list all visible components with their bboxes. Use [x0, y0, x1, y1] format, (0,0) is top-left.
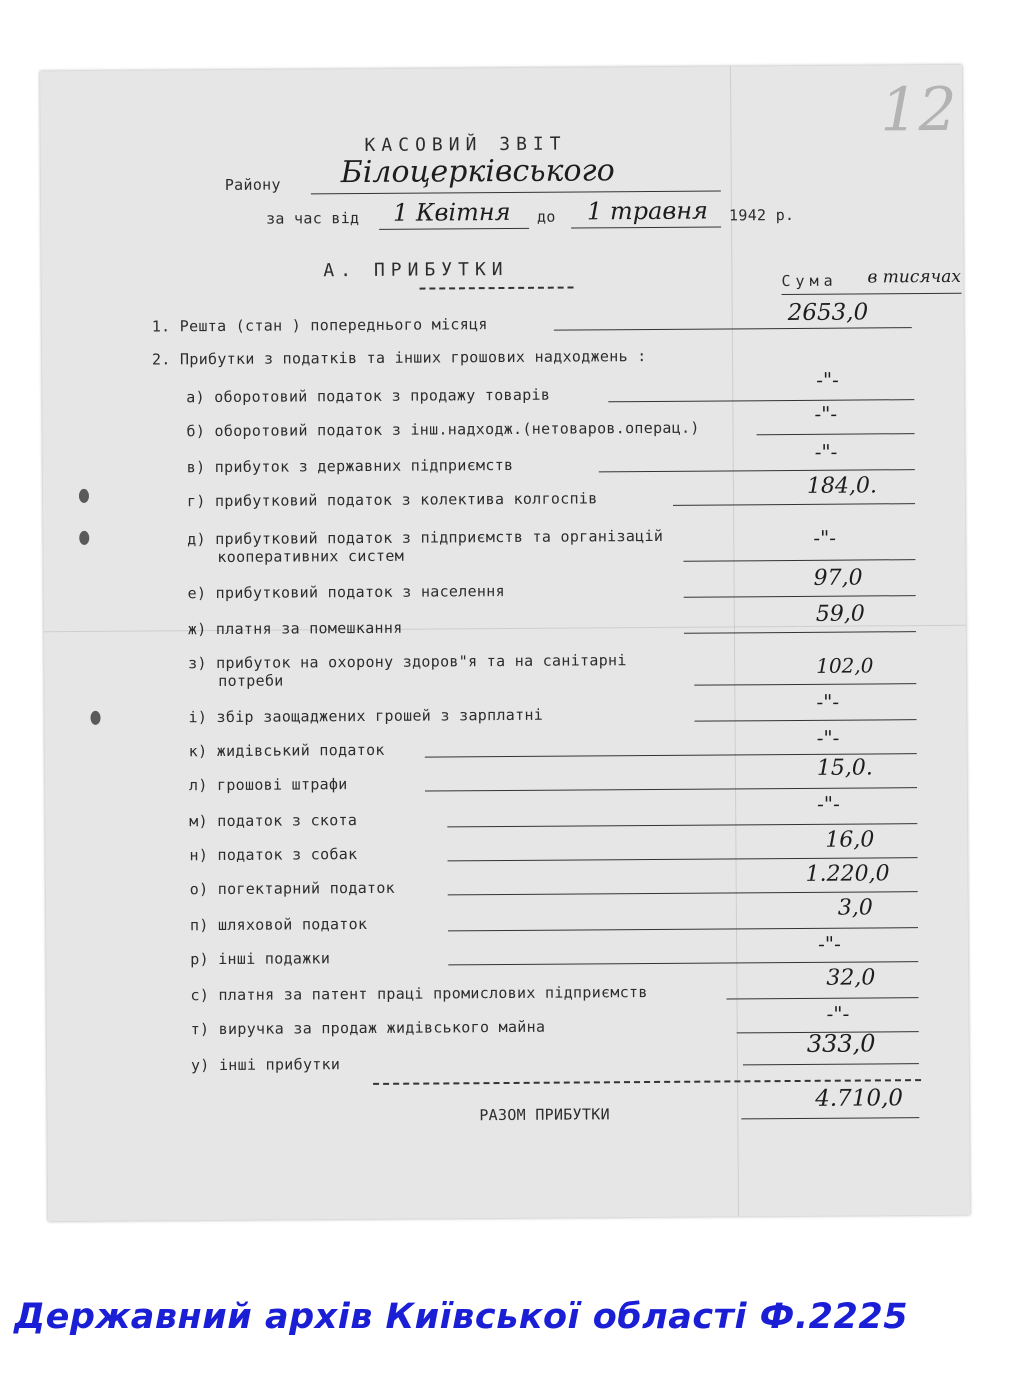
sum-column-label: Сума — [781, 271, 838, 291]
item-value: 184,0. — [806, 473, 877, 499]
item-label: к) жидівський податок — [188, 740, 385, 761]
section-title-underline — [420, 287, 574, 290]
period-to-label: до — [536, 207, 556, 226]
row-line — [599, 469, 915, 472]
punch-hole — [79, 489, 89, 503]
item-label: д) прибутковий податок з підприємств та організацій — [187, 526, 664, 549]
item-label: л) грошові штрафи — [188, 775, 348, 795]
row-previous-balance-value: 2653,0 — [787, 299, 869, 327]
period-from-underline — [379, 228, 529, 230]
total-separator — [373, 1079, 921, 1085]
period-prefix: за час від — [265, 209, 360, 228]
row-line — [673, 503, 915, 506]
item-value: 32,0 — [826, 965, 876, 991]
item-value: -"- — [816, 689, 840, 714]
punch-hole — [79, 531, 89, 545]
row-line — [684, 595, 916, 598]
item-label: р) інші подажки — [190, 949, 331, 969]
item-label: г) прибутковий податок з колектива колгоспів — [186, 489, 598, 511]
period-from-value: 1 Квітня — [392, 197, 511, 227]
punch-hole — [90, 711, 100, 725]
row-line — [684, 631, 916, 634]
row-line — [683, 559, 915, 562]
row-line — [694, 683, 916, 686]
item-label: і) збір заощаджених грошей з зарплатні — [188, 705, 544, 727]
item-label-continued: потреби — [218, 671, 284, 691]
total-value: 4.710,0 — [815, 1085, 904, 1112]
row-line — [608, 399, 914, 402]
pencil-page-number: 12 — [880, 74, 957, 146]
item-label: т) виручка за продаж жидівського майна — [190, 1017, 546, 1039]
row-line — [757, 433, 915, 435]
item-label: н) податок з собак — [189, 845, 358, 865]
item-label: в) прибуток з державних підприємств — [186, 455, 514, 477]
row-line — [695, 719, 917, 722]
row-previous-balance-label: 1. Решта (стан ) попереднього місяця — [151, 315, 488, 336]
item-value: 15,0. — [816, 755, 873, 781]
item-label: с) платня за патент праці промислових підприємств — [190, 983, 648, 1005]
item-value: -"- — [814, 439, 838, 464]
document-sheet — [40, 65, 970, 1221]
district-value: Білоцерківського — [340, 153, 615, 191]
item-value: 59,0 — [815, 601, 865, 627]
item-label-continued: кооперативних систем — [217, 546, 405, 567]
period-to-underline — [571, 226, 721, 228]
sum-column-underline — [782, 293, 962, 295]
fold-line-vertical — [730, 66, 739, 1216]
item-value: -"- — [818, 931, 841, 956]
item-label: о) погектарний податок — [189, 878, 396, 899]
item-value: 102,0 — [816, 653, 874, 678]
district-underline — [311, 190, 721, 194]
section-title: А. ПРИБУТКИ — [323, 258, 509, 282]
item-value: 333,0 — [806, 1029, 876, 1058]
row-line — [743, 1063, 919, 1065]
income-heading: 2. Прибутки з податків та інших грошових надходжень : — [151, 347, 647, 369]
archive-caption: Державний архів Київської області Ф.2225 — [14, 1297, 909, 1337]
item-label: ж) платня за помешкання — [187, 618, 403, 639]
item-value: 1.220,0 — [805, 861, 890, 887]
item-value: -"- — [816, 725, 840, 750]
report-title: КАСОВИЙ ЗВІТ — [364, 133, 567, 156]
item-value: 97,0 — [813, 565, 863, 591]
item-label: у) інші прибутки — [190, 1055, 341, 1075]
item-label: з) прибуток на охорону здоров"я та на санітарні — [188, 651, 627, 673]
item-value: -"- — [826, 1001, 850, 1026]
row-line — [448, 927, 918, 931]
item-value: -"- — [817, 791, 840, 816]
item-label: е) прибутковий податок з населення — [187, 581, 505, 603]
item-value: -"- — [813, 525, 837, 550]
row-line — [726, 997, 918, 999]
item-label: б) оборотовий податок з інш.надходж.(нетоваров.операц.) — [186, 418, 700, 441]
item-label: а) оборотовий податок з продажу товарів — [186, 385, 551, 407]
total-label: РАЗОМ ПРИБУТКИ — [479, 1105, 610, 1125]
item-value: -"- — [816, 367, 839, 392]
item-label: м) податок з скота — [189, 811, 358, 831]
item-value: 16,0 — [825, 827, 875, 853]
total-line — [741, 1117, 919, 1119]
period-year: 1942 р. — [728, 205, 795, 225]
item-value: 3,0 — [837, 895, 873, 921]
sum-unit-note: в тисячах — [867, 266, 961, 288]
item-value: -"- — [814, 401, 838, 426]
district-label: Району — [224, 175, 281, 194]
row-line — [425, 787, 917, 791]
period-to-value: 1 травня — [586, 196, 709, 226]
item-label: п) шляховой податок — [189, 914, 368, 935]
